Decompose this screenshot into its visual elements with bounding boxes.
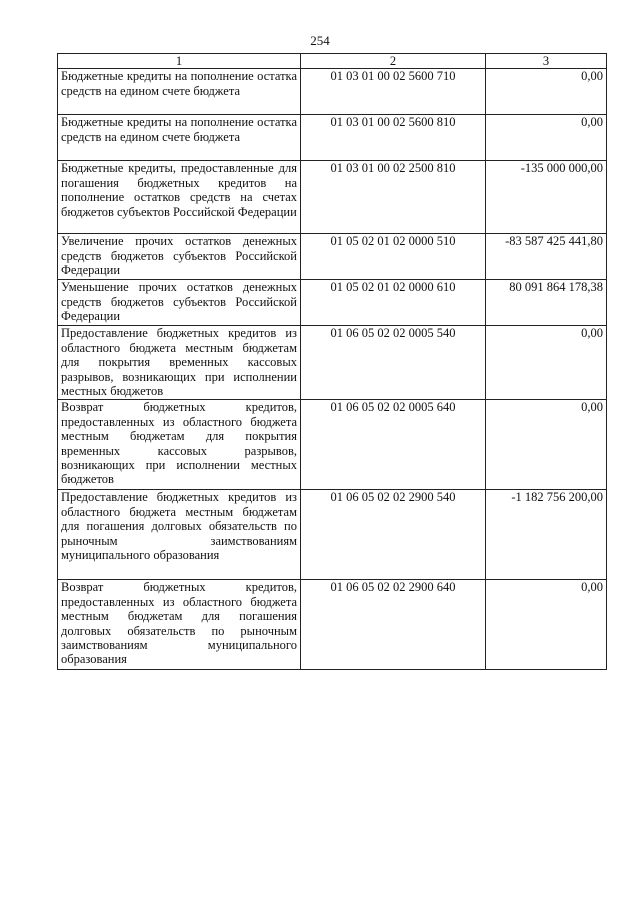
row-description: Предоставление бюджетных кредитов из областного бюджета местным бюджетам для погашения долговых обязательств по рыночным заимствованиям муниципального образования bbox=[58, 490, 301, 580]
row-code: 01 05 02 01 02 0000 510 bbox=[301, 234, 486, 280]
row-description: Увеличение прочих остатков денежных средств бюджетов субъектов Российской Федерации bbox=[58, 234, 301, 280]
row-code: 01 06 05 02 02 2900 640 bbox=[301, 580, 486, 670]
table-row bbox=[58, 400, 607, 490]
table-row bbox=[58, 280, 607, 326]
table-row bbox=[58, 161, 607, 234]
row-code: 01 06 05 02 02 0005 540 bbox=[301, 326, 486, 400]
row-code: 01 05 02 01 02 0000 610 bbox=[301, 280, 486, 326]
row-amount: -135 000 000,00 bbox=[486, 161, 607, 234]
row-description: Бюджетные кредиты, предоставленные для погашения бюджетных кредитов на пополнение остатков средств на счетах бюджетов субъектов Российской Федерации bbox=[58, 161, 301, 234]
page-number: 254 bbox=[310, 33, 330, 48]
column-header-2: 2 bbox=[301, 54, 486, 69]
row-code: 01 03 01 00 02 5600 810 bbox=[301, 115, 486, 161]
row-amount: 0,00 bbox=[486, 326, 607, 400]
budget-sources-table bbox=[57, 53, 607, 670]
row-code: 01 03 01 00 02 2500 810 bbox=[301, 161, 486, 234]
row-code: 01 06 05 02 02 2900 540 bbox=[301, 490, 486, 580]
row-description: Возврат бюджетных кредитов, предоставленных из областного бюджета местным бюджетам для погашения долговых обязательств по рыночным заимствованиям муниципального образования bbox=[58, 580, 301, 670]
table-row bbox=[58, 234, 607, 280]
row-amount: -1 182 756 200,00 bbox=[486, 490, 607, 580]
row-description: Предоставление бюджетных кредитов из областного бюджета местным бюджетам для покрытия временных кассовых разрывов, возникающих при исполнении местных бюджетов bbox=[58, 326, 301, 400]
row-code: 01 03 01 00 02 5600 710 bbox=[301, 69, 486, 115]
row-description: Бюджетные кредиты на пополнение остатка средств на едином счете бюджета bbox=[58, 115, 301, 161]
column-header-1: 1 bbox=[58, 54, 301, 69]
row-description: Возврат бюджетных кредитов, предоставленных из областного бюджета местным бюджетам для покрытия временных кассовых разрывов, возникающих при исполнении местных бюджетов bbox=[58, 400, 301, 490]
row-amount: 0,00 bbox=[486, 115, 607, 161]
table-row bbox=[58, 326, 607, 400]
row-code: 01 06 05 02 02 0005 640 bbox=[301, 400, 486, 490]
row-amount: 0,00 bbox=[486, 69, 607, 115]
row-amount: -83 587 425 441,80 bbox=[486, 234, 607, 280]
row-amount: 0,00 bbox=[486, 400, 607, 490]
table-row bbox=[58, 580, 607, 670]
row-amount: 80 091 864 178,38 bbox=[486, 280, 607, 326]
row-description: Бюджетные кредиты на пополнение остатка средств на едином счете бюджета bbox=[58, 69, 301, 115]
table-row bbox=[58, 69, 607, 115]
table-row bbox=[58, 115, 607, 161]
column-header-3: 3 bbox=[486, 54, 607, 69]
row-amount: 0,00 bbox=[486, 580, 607, 670]
table-header-row bbox=[58, 54, 607, 69]
row-description: Уменьшение прочих остатков денежных средств бюджетов субъектов Российской Федерации bbox=[58, 280, 301, 326]
table-row bbox=[58, 490, 607, 580]
